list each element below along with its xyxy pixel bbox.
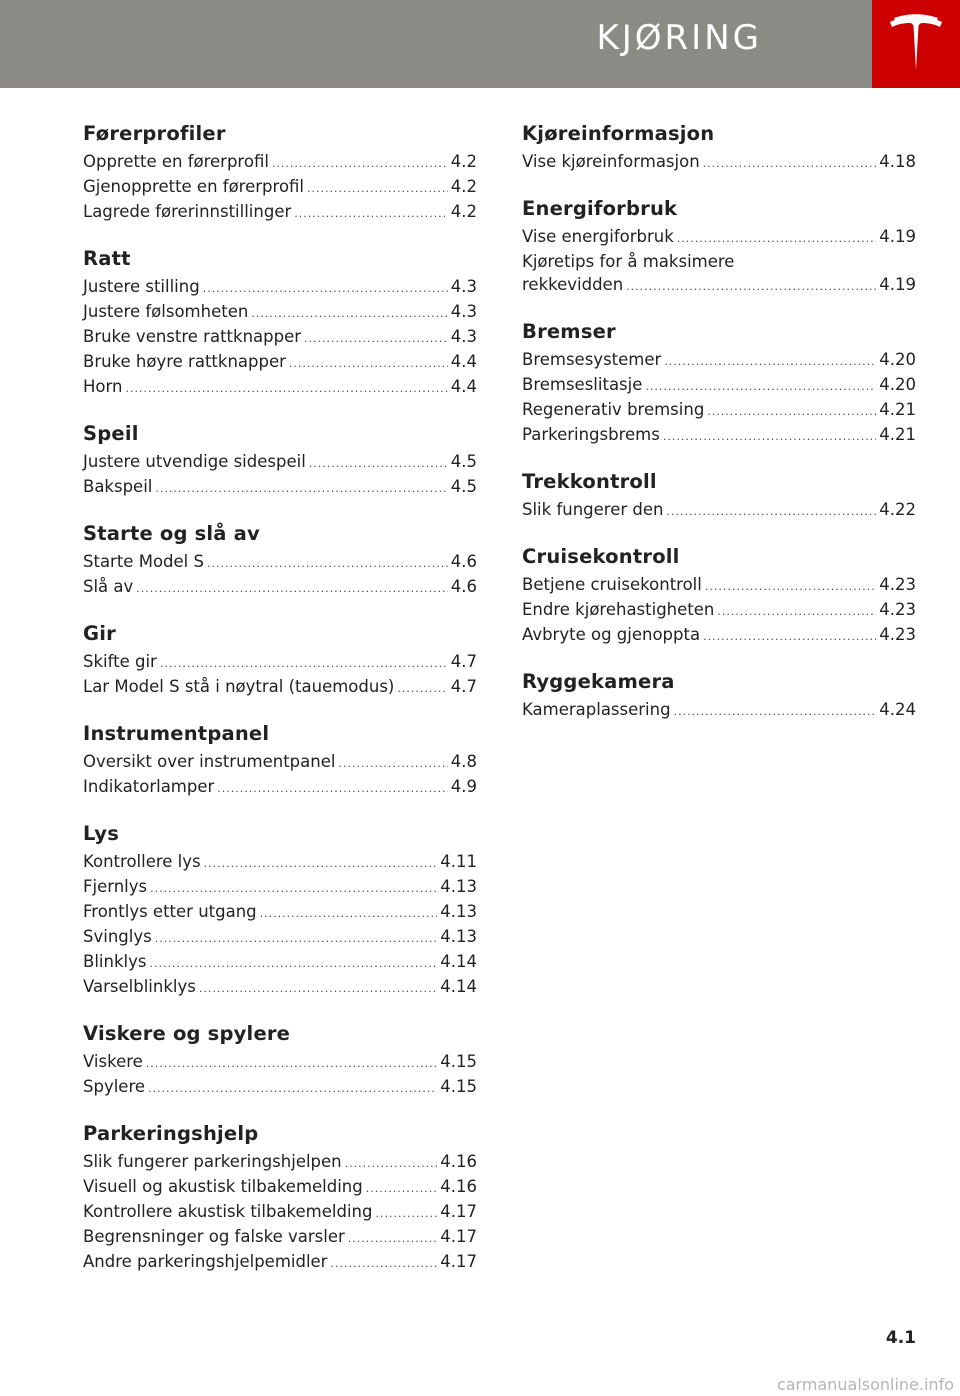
toc-entry-page: 4.2: [450, 177, 477, 196]
toc-entry[interactable]: [83, 975, 477, 1000]
toc-entry-page: 4.9: [450, 777, 477, 796]
toc-entry[interactable]: [522, 273, 916, 298]
toc-entry-text: Gjenopprette en førerprofil: [83, 177, 305, 196]
toc-entry-page: 4.6: [450, 552, 477, 571]
toc-entry-text: Bremsesystemer: [522, 350, 662, 369]
toc-section: [83, 522, 477, 600]
toc-entry[interactable]: [83, 200, 477, 225]
toc-entry[interactable]: [522, 348, 916, 373]
toc-entry-text: Visuell og akustisk tilbakemelding: [83, 1177, 363, 1196]
toc-left-column: [83, 122, 477, 1297]
toc-entry[interactable]: [83, 450, 477, 475]
toc-entry-text: Slik fungerer den: [522, 500, 664, 519]
toc-entry-text: Vise energiforbruk: [522, 227, 674, 246]
toc-entry-text: Betjene cruisekontroll: [522, 575, 702, 594]
toc-entry[interactable]: [522, 423, 916, 448]
toc-entry-page: 4.17: [440, 1227, 477, 1246]
dot-leader: [666, 500, 876, 523]
dot-leader: [705, 575, 876, 598]
toc-entry[interactable]: [83, 350, 477, 375]
toc-entry-page: 4.7: [450, 652, 477, 671]
toc-entry[interactable]: [522, 598, 916, 623]
toc-entry[interactable]: [83, 675, 477, 700]
dot-leader: [294, 202, 448, 225]
toc-entry-page: 4.15: [440, 1077, 477, 1096]
toc-entry[interactable]: [83, 1150, 477, 1175]
dot-leader: [251, 302, 447, 325]
toc-entry[interactable]: [83, 950, 477, 975]
dot-leader: [375, 1202, 437, 1225]
dot-leader: [717, 600, 876, 623]
toc-entry[interactable]: [83, 900, 477, 925]
dot-leader: [148, 1077, 437, 1100]
dot-leader: [217, 777, 447, 800]
toc-entry-text: Frontlys etter utgang: [83, 902, 257, 921]
dot-leader: [674, 700, 877, 723]
dot-leader: [307, 177, 448, 200]
toc-section: [83, 422, 477, 500]
dot-leader: [366, 1177, 438, 1200]
toc-entry-page: 4.13: [440, 902, 477, 921]
toc-section: [83, 1122, 477, 1275]
toc-entry-page: 4.15: [440, 1052, 477, 1071]
toc-entry-page: 4.5: [450, 452, 477, 471]
toc-entry-text: Avbryte og gjenoppta: [522, 625, 701, 644]
dot-leader: [204, 852, 438, 875]
toc-entry[interactable]: [522, 373, 916, 398]
toc-entry-page: 4.24: [879, 700, 916, 719]
toc-entry-page: 4.16: [440, 1152, 477, 1171]
dot-leader: [136, 577, 447, 600]
toc-entry-page: 4.23: [879, 575, 916, 594]
toc-entry-text: Viskere: [83, 1052, 143, 1071]
toc-entry-text: Kontrollere lys: [83, 852, 201, 871]
dot-leader: [309, 452, 448, 475]
dot-leader: [645, 375, 876, 398]
toc-entry[interactable]: [83, 325, 477, 350]
dot-leader: [125, 377, 447, 400]
dot-leader: [160, 652, 448, 675]
section-heading: Viskere og spylere: [83, 1022, 291, 1045]
header-band: [0, 0, 872, 88]
dot-leader: [348, 1227, 437, 1250]
section-heading: Starte og slå av: [83, 522, 260, 545]
toc-entry-page: 4.20: [879, 350, 916, 369]
toc-entry-text: Skifte gir: [83, 652, 157, 671]
toc-right-column: [522, 122, 916, 745]
toc-section: [83, 622, 477, 700]
toc-entry-page: 4.6: [450, 577, 477, 596]
toc-entry-page: 4.19: [879, 227, 916, 246]
dot-leader: [155, 477, 447, 500]
section-heading: Parkeringshjelp: [83, 1122, 259, 1145]
toc-entry[interactable]: [83, 1200, 477, 1225]
toc-section: [83, 122, 477, 225]
dot-leader: [289, 352, 448, 375]
section-heading: Gir: [83, 622, 116, 645]
toc-entry-page: 4.13: [440, 927, 477, 946]
toc-entry-text: Bruke høyre rattknapper: [83, 352, 286, 371]
toc-entry[interactable]: [83, 925, 477, 950]
toc-entry-page: 4.20: [879, 375, 916, 394]
toc-entry-page: 4.18: [879, 152, 916, 171]
dot-leader: [304, 327, 448, 350]
toc-entry[interactable]: [83, 300, 477, 325]
toc-entry-text: Kontrollere akustisk tilbakemelding: [83, 1202, 373, 1221]
toc-entry-text: Opprette en førerprofil: [83, 152, 269, 171]
section-heading: Ratt: [83, 247, 131, 270]
dot-leader: [677, 227, 876, 250]
toc-entry-text: Bruke venstre rattknapper: [83, 327, 302, 346]
dot-leader: [338, 752, 447, 775]
toc-section: [83, 247, 477, 400]
dot-leader: [203, 277, 448, 300]
toc-section: [522, 670, 916, 723]
tesla-logo-icon: [888, 14, 944, 74]
toc-entry-text: Horn: [83, 377, 123, 396]
toc-entry-page: 4.4: [450, 377, 477, 396]
toc-entry-text: Andre parkeringshjelpemidler: [83, 1252, 328, 1271]
toc-entry[interactable]: [83, 1250, 477, 1275]
toc-entry[interactable]: [83, 875, 477, 900]
dot-leader: [260, 902, 438, 925]
toc-entry-text: Vise kjøreinformasjon: [522, 152, 700, 171]
toc-entry[interactable]: [522, 498, 916, 523]
toc-section: [522, 197, 916, 298]
dot-leader: [663, 425, 876, 448]
toc-entry-page: 4.8: [450, 752, 477, 771]
watermark: carmanualsonline.info: [776, 1375, 954, 1394]
toc-entry-text: Parkeringsbrems: [522, 425, 660, 444]
toc-entry-page: 4.5: [450, 477, 477, 496]
page-title: KJØRING: [596, 18, 762, 58]
section-heading: Instrumentpanel: [83, 722, 270, 745]
toc-entry[interactable]: [83, 575, 477, 600]
toc-entry-page: 4.21: [879, 425, 916, 444]
toc-entry-text: Kameraplassering: [522, 700, 671, 719]
toc-entry[interactable]: [83, 275, 477, 300]
toc-entry[interactable]: [522, 150, 916, 175]
toc-entry-page: 4.23: [879, 625, 916, 644]
toc-entry[interactable]: [522, 398, 916, 423]
toc-entry-page: 4.2: [450, 152, 477, 171]
toc-section: [522, 320, 916, 448]
section-heading: Førerprofiler: [83, 122, 226, 145]
toc-entry-text: Begrensninger og falske varsler: [83, 1227, 345, 1246]
toc-entry[interactable]: [83, 1050, 477, 1075]
section-heading: Speil: [83, 422, 139, 445]
toc-entry-page: 4.2: [450, 202, 477, 221]
dot-leader: [149, 952, 437, 975]
toc-section: [83, 1022, 477, 1100]
toc-entry[interactable]: [83, 475, 477, 500]
toc-entry-page: 4.4: [450, 352, 477, 371]
toc-entry-text: Varselblinklys: [83, 977, 196, 996]
toc-entry-page: 4.3: [450, 277, 477, 296]
section-heading: Energiforbruk: [522, 197, 678, 220]
toc-entry[interactable]: [83, 175, 477, 200]
dot-leader: [664, 350, 876, 373]
toc-entry-page: 4.17: [440, 1252, 477, 1271]
toc-entry-page: 4.22: [879, 500, 916, 519]
toc-entry[interactable]: [83, 775, 477, 800]
dot-leader: [330, 1252, 437, 1275]
toc-entry-page: 4.13: [440, 877, 477, 896]
toc-entry-text: Justere følsomheten: [83, 302, 249, 321]
dot-leader: [626, 275, 876, 298]
toc-entry-text: Slå av: [83, 577, 134, 596]
toc-entry-page: 4.7: [450, 677, 477, 696]
toc-entry-text: Indikatorlamper: [83, 777, 215, 796]
toc-entry[interactable]: [83, 750, 477, 775]
toc-section: [83, 722, 477, 800]
toc-entry[interactable]: [83, 1225, 477, 1250]
dot-leader: [199, 977, 437, 1000]
toc-section: [522, 545, 916, 648]
toc-entry-text: Fjernlys: [83, 877, 148, 896]
toc-entry-text: Regenerativ bremsing: [522, 400, 705, 419]
toc-entry-text: Lagrede førerinnstillinger: [83, 202, 292, 221]
toc-entry[interactable]: [83, 375, 477, 400]
section-heading: Cruisekontroll: [522, 545, 680, 568]
toc-entry-page: 4.3: [450, 327, 477, 346]
toc-entry-text: Svinglys: [83, 927, 152, 946]
toc-section: [522, 122, 916, 175]
toc-entry-text: Slik fungerer parkeringshjelpen: [83, 1152, 342, 1171]
section-heading: Kjøreinformasjon: [522, 122, 715, 145]
dot-leader: [345, 1152, 438, 1175]
dot-leader: [207, 552, 448, 575]
dot-leader: [397, 677, 447, 700]
toc-entry-page: 4.14: [440, 952, 477, 971]
toc-entry-page: 4.19: [879, 275, 916, 294]
section-heading: Trekkontroll: [522, 470, 657, 493]
dot-leader: [703, 625, 876, 648]
dot-leader: [707, 400, 876, 423]
page-number: 4.1: [885, 1328, 916, 1348]
toc-entry-page: 4.16: [440, 1177, 477, 1196]
toc-entry-text: Bakspeil: [83, 477, 153, 496]
section-heading: Lys: [83, 822, 120, 845]
toc-section: [522, 470, 916, 523]
toc-entry[interactable]: [83, 150, 477, 175]
toc-entry[interactable]: [83, 650, 477, 675]
toc-entry[interactable]: [522, 698, 916, 723]
toc-entry-text: rekkevidden: [522, 275, 624, 294]
toc-entry-text: Starte Model S: [83, 552, 204, 571]
toc-entry-page: 4.21: [879, 400, 916, 419]
toc-entry-text: Spylere: [83, 1077, 146, 1096]
dot-leader: [146, 1052, 437, 1075]
dot-leader: [272, 152, 448, 175]
toc-entry-page: 4.3: [450, 302, 477, 321]
dot-leader: [150, 877, 437, 900]
dot-leader: [703, 152, 877, 175]
toc-entry[interactable]: [83, 1075, 477, 1100]
toc-entry-text: Justere utvendige sidespeil: [83, 452, 306, 471]
toc-entry-page: 4.23: [879, 600, 916, 619]
toc-entry-text: Endre kjørehastigheten: [522, 600, 715, 619]
toc-entry[interactable]: [83, 550, 477, 575]
dot-leader: [155, 927, 438, 950]
section-heading: Bremser: [522, 320, 616, 343]
toc-entry[interactable]: [522, 623, 916, 648]
toc-entry[interactable]: [83, 850, 477, 875]
toc-entry[interactable]: [83, 1175, 477, 1200]
toc-entry[interactable]: [522, 573, 916, 598]
toc-entry-page: 4.11: [440, 852, 477, 871]
toc-section: [83, 822, 477, 1000]
toc-entry-text: Justere stilling: [83, 277, 200, 296]
tesla-logo: [872, 0, 960, 88]
toc-entry-text: Blinklys: [83, 952, 147, 971]
section-heading: Ryggekamera: [522, 670, 675, 693]
toc-entry-text: Oversikt over instrumentpanel: [83, 752, 336, 771]
toc-entry-page: 4.14: [440, 977, 477, 996]
toc-entry[interactable]: [522, 225, 916, 250]
toc-entry-text: Lar Model S stå i nøytral (tauemodus): [83, 677, 395, 696]
toc-entry-text: Bremseslitasje: [522, 375, 643, 394]
toc-entry-text[interactable]: Kjøretips for å maksimere: [522, 252, 735, 271]
toc-entry-page: 4.17: [440, 1202, 477, 1221]
